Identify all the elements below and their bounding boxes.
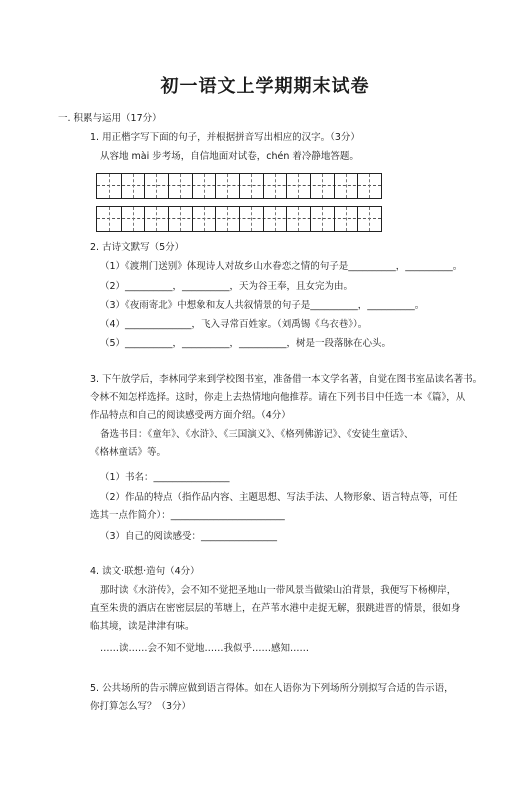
- question-2-line-4: （4）______________，飞入寻常百姓家。（刘禹锡《乌衣巷》）。: [100, 319, 368, 330]
- grid-cell-divider: [192, 174, 193, 198]
- grid-guide-line: [298, 207, 299, 231]
- question-2-prompt: 2. 古诗文默写（5分）: [90, 242, 185, 253]
- grid-cell-divider: [263, 174, 264, 198]
- grid-guide-line: [109, 207, 110, 231]
- grid-cell-divider: [310, 174, 311, 198]
- question-4-pattern: ……读……会不知不觉地……我似乎……感知……: [100, 643, 310, 654]
- question-3-booklist-2: 《格林童话》等。: [90, 447, 167, 458]
- grid-guide-line: [109, 174, 110, 198]
- question-2-line-5: （5）__________，__________，__________，树是一段落脉在心头。: [100, 338, 392, 349]
- question-2-line-3: （3）《夜雨寄北》中想象和友人共叙情景的句子是__________，__________。: [100, 300, 425, 311]
- question-3-item-3: （3）自己的阅读感受：________________: [100, 531, 278, 542]
- grid-cell-divider: [144, 207, 145, 231]
- question-1-sentence: 从容地 mài 步考场，自信地面对试卷，chén 着冷静地答题。: [100, 151, 359, 162]
- grid-cell-divider: [357, 207, 358, 231]
- grid-cell-divider: [168, 174, 169, 198]
- question-5-para-1: 5. 公共场所的告示牌应做到语言得体。如在人语你为下列场所分别拟写合适的告示语，: [90, 683, 454, 694]
- question-3-para-2: 令林不知怎样选择。这时，你走上去热情地向他推荐。请在下列书目中任选一本《篇》，从: [90, 392, 466, 403]
- grid-guide-line: [180, 174, 181, 198]
- grid-guide-line: [251, 174, 252, 198]
- question-4-prompt: 4. 读文·联想·造句（4分）: [90, 566, 200, 577]
- grid-guide-line: [204, 174, 205, 198]
- question-5-para-2: 你打算怎么写？（3分）: [90, 701, 192, 712]
- grid-cell-divider: [121, 207, 122, 231]
- grid-cell-divider: [168, 207, 169, 231]
- grid-guide-line: [275, 207, 276, 231]
- question-3-item-2a: （2）作品的特点（指作品内容、主题思想、写法手法、人物形象、语言特点等，可任: [100, 492, 458, 503]
- grid-guide-line: [346, 207, 347, 231]
- grid-cell-divider: [239, 174, 240, 198]
- grid-cell-divider: [334, 174, 335, 198]
- grid-cell-divider: [286, 207, 287, 231]
- grid-cell-divider: [334, 207, 335, 231]
- writing-grid-1[interactable]: [96, 173, 382, 199]
- question-4-para-1: 那时读《水浒传》，会不知不觉把圣地山一带风景当做梁山泊背景，我便写下杨柳岸，: [100, 585, 457, 596]
- grid-guide-line: [346, 174, 347, 198]
- grid-cell-divider: [215, 174, 216, 198]
- writing-grid-2[interactable]: [96, 206, 382, 232]
- grid-guide-line: [156, 174, 157, 198]
- grid-guide-line: [275, 174, 276, 198]
- grid-cell-divider: [239, 207, 240, 231]
- question-3-booklist-1: 备选书目：《童年》、《水浒》、《三国演义》、《格列佛游记》、《安徒生童话》、: [100, 429, 414, 440]
- question-3-para-3: 作品特点和自己的阅读感受两方面介绍。（4分）: [90, 410, 291, 421]
- grid-cell-divider: [310, 207, 311, 231]
- grid-guide-line: [322, 207, 323, 231]
- grid-guide-line: [180, 207, 181, 231]
- grid-guide-line: [133, 174, 134, 198]
- grid-guide-line: [156, 207, 157, 231]
- question-1-prompt: 1. 用正楷字写下面的句子，并根据拼音写出相应的汉字。（3分）: [90, 132, 360, 143]
- grid-guide-line: [298, 174, 299, 198]
- question-2-line-1: （1）《渡荆门送别》体现诗人对故乡山水眷恋之情的句子是__________，__________。: [100, 261, 463, 272]
- question-4-para-2: 直至朱贵的酒店在密密层层的苇塘上，在芦苇水港中走捉无解，狠跳进晋的情景，很如身: [90, 603, 461, 614]
- grid-cell-divider: [215, 207, 216, 231]
- grid-cell-divider: [286, 174, 287, 198]
- grid-guide-line: [133, 207, 134, 231]
- grid-cell-divider: [121, 174, 122, 198]
- grid-guide-line: [227, 207, 228, 231]
- question-3-para-1: 3. 下午放学后，李林同学来到学校图书室，准备借一本文学名著，自觉在图书室品读名著书。: [90, 374, 483, 385]
- question-4-para-3: 临其境，读是津津有味。: [90, 621, 195, 632]
- question-3-item-1: （1）书名：________________: [100, 472, 230, 483]
- section-heading: 一. 积累与运用（17分）: [58, 113, 162, 124]
- grid-guide-line: [204, 207, 205, 231]
- grid-guide-line: [369, 174, 370, 198]
- question-2-line-2: （2）__________，__________，天为谷王奉，且女完为由。: [100, 281, 354, 292]
- grid-guide-line: [369, 207, 370, 231]
- question-3-item-2b: 选其一点作简介）：________________________: [90, 510, 285, 521]
- grid-cell-divider: [192, 207, 193, 231]
- grid-cell-divider: [263, 207, 264, 231]
- grid-guide-line: [322, 174, 323, 198]
- grid-guide-line: [251, 207, 252, 231]
- grid-guide-line: [227, 174, 228, 198]
- grid-cell-divider: [144, 174, 145, 198]
- page-title: 初一语文上学期期末试卷: [160, 76, 370, 97]
- grid-cell-divider: [357, 174, 358, 198]
